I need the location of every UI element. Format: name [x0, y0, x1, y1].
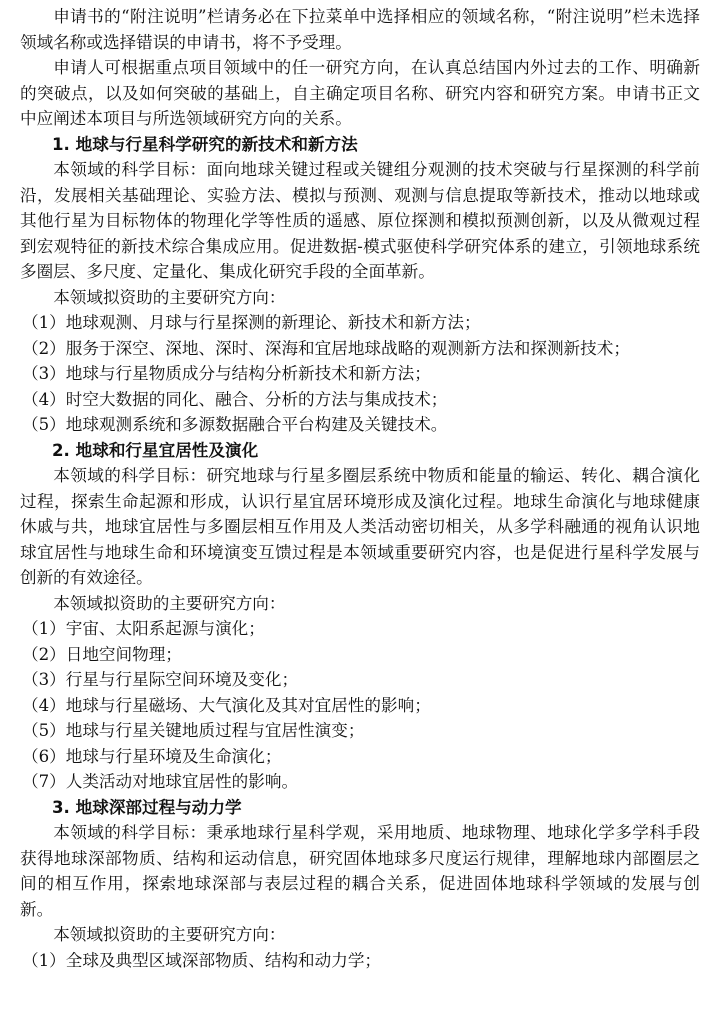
section-2-direction-1: （1）宇宙、太阳系起源与演化；: [22, 619, 265, 638]
section-1-heading: 1. 地球与行星科学研究的新技术和新方法: [52, 134, 358, 154]
intro-requirement: 申请人可根据重点项目领域中的任一研究方向，在认真总结国内外过去的工作、明确新的突破点，以及如何突破的基础上，自主确定项目名称、研究内容和研究方案。申请书正文中应阐述本项目与所选领域研究方向的关系。: [20, 58, 700, 128]
section-2-directions-label: 本领域拟资助的主要研究方向：: [53, 593, 286, 613]
section-1-goal: 本领域的科学目标：面向地球关键过程或关键组分观测的技术突破与行星探测的科学前沿，发展相关基础理论、实验方法、模拟与预测、观测与信息提取等新技术，推动以地球或其他行星为目标物体的物理化学等性质的遥感、原位探测和模拟预测创新，以及从微观过程到宏观特征的新技术综合集成应用。促进数据-模式驱使科学研究体系的建立，引领地球系统多圈层、多尺度、定量化、集成化研究手段的全面革新。: [20, 160, 700, 281]
section-2-direction-7: （7）人类活动对地球宜居性的影响。: [22, 772, 299, 791]
section-3-heading: 3. 地球深部过程与动力学: [52, 797, 242, 817]
section-2-heading: 2. 地球和行星宜居性及演化: [52, 440, 259, 460]
section-2-direction-6: （6）地球与行星环境及生命演化；: [22, 746, 282, 766]
section-3-directions-label: 本领域拟资助的主要研究方向：: [53, 925, 286, 944]
section-1-directions-label: 本领域拟资助的主要研究方向：: [53, 287, 286, 307]
section-2-direction-3: （3）行星与行星际空间环境及变化；: [22, 670, 299, 689]
section-1-direction-2: （2）服务于深空、深地、深时、深海和宜居地球战略的观测新方法和探测新技术；: [22, 338, 630, 358]
intro-note: 申请书的“附注说明”栏请务必在下拉菜单中选择相应的领域名称，“附注说明”栏未选择领域名称或选择错误的申请书，将不予受理。: [20, 7, 700, 52]
section-1-direction-3: （3）地球与行星物质成分与结构分析新技术和新方法；: [22, 364, 431, 383]
section-2-goal: 本领域的科学目标：研究地球与行星多圈层系统中物质和能量的输运、转化、耦合演化过程，探索生命起源和形成，认识行星宜居环境形成及演化过程。地球生命演化与地球健康休戚与共，地球宜居性与多圈层相互作用及人类活动密切相关，从多学科融通的视角认识地球宜居性与地球生命和环境演变互馈过程是本领域重要研究内容，也是促进行星科学发展与创新的有效途径。: [20, 466, 700, 587]
section-2-direction-5: （5）地球与行星关键地质过程与宜居性演变；: [22, 721, 365, 740]
section-1-direction-1: （1）地球观测、月球与行星探测的新理论、新技术和新方法；: [22, 313, 481, 332]
section-2-direction-2: （2）日地空间物理；: [22, 644, 182, 664]
section-3-direction-1: （1）全球及典型区域深部物质、结构和动力学；: [22, 950, 382, 970]
section-1-direction-5: （5）地球观测系统和多源数据融合平台构建及关键技术。: [22, 415, 448, 434]
section-3-goal: 本领域的科学目标：秉承地球行星科学观，采用地质、地球物理、地球化学多学科手段获得地球深部物质、结构和运动信息，研究固体地球多尺度运行规律，理解地球内部圈层之间的相互作用，探索地球深部与表层过程的耦合关系，促进固体地球科学领域的发展与创新。: [20, 823, 700, 919]
section-2-direction-4: （4）地球与行星磁场、大气演化及其对宜居性的影响；: [22, 695, 431, 715]
section-1-direction-4: （4）时空大数据的同化、融合、分析的方法与集成技术；: [22, 389, 448, 409]
